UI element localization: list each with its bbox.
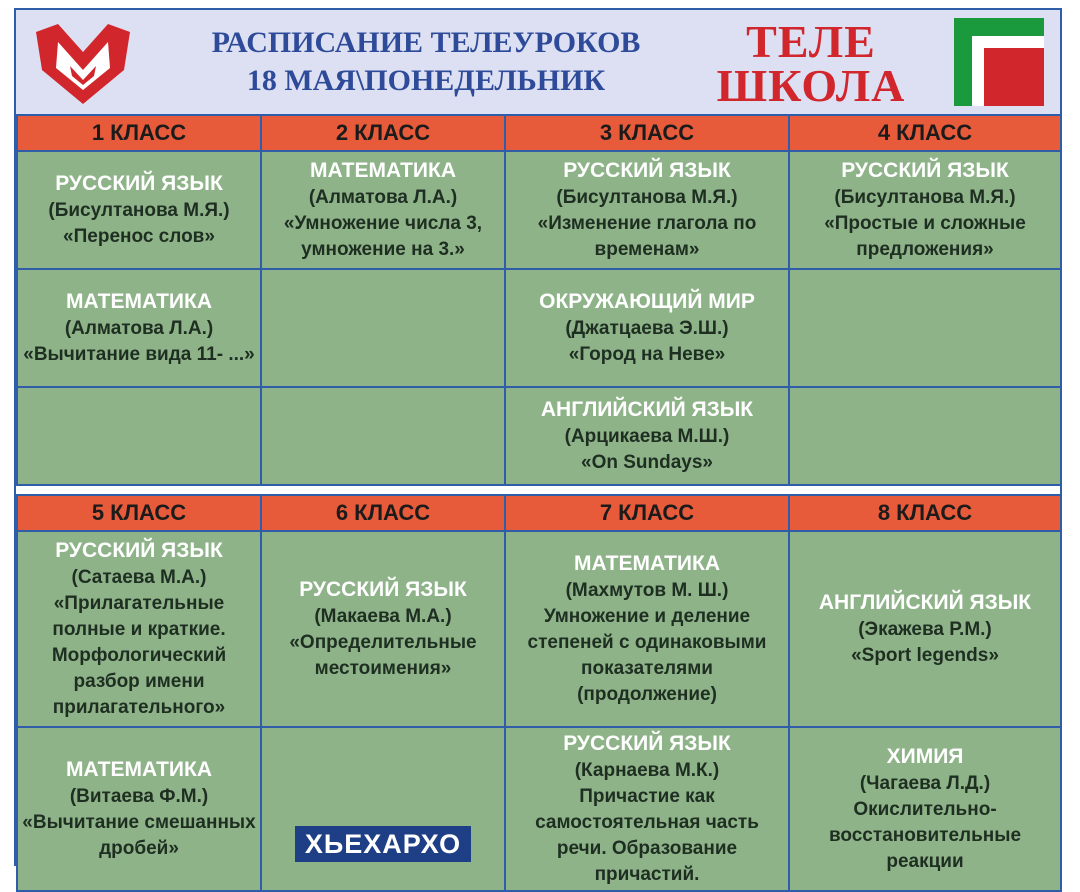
lesson-cell — [505, 531, 789, 727]
subject: РУССКИЙ ЯЗЫК — [563, 732, 731, 755]
chechen-flag-icon — [954, 18, 1044, 106]
lesson-cell — [505, 727, 789, 891]
topic: «Умножение числа 3, умножение на 3.» — [283, 213, 483, 260]
teacher: (Витаева Ф.М.) — [69, 786, 209, 807]
class-header-row — [17, 495, 1061, 531]
lesson-cell — [17, 151, 261, 269]
topic: «Город на Неве» — [568, 344, 726, 365]
page-title — [166, 24, 686, 100]
teacher: (Чагаева Л.Д.) — [859, 773, 991, 794]
topic: «Изменение глагола по временам» — [537, 213, 757, 260]
lesson-cell — [789, 531, 1061, 727]
topic: «On Sundays» — [581, 452, 713, 473]
lesson-cell — [17, 727, 261, 891]
teacher: (Макаева М.А.) — [314, 606, 452, 627]
lesson-cell — [261, 531, 505, 727]
lesson-row — [17, 269, 1061, 387]
topic: «Перенос слов» — [63, 226, 215, 247]
badge-cell — [261, 727, 505, 891]
title-line-2: 18 МАЯ\ПОНЕДЕЛЬНИК — [246, 64, 606, 97]
topic: «Определительные местоимения» — [289, 632, 477, 679]
class-header-3: 3 КЛАСС — [505, 115, 789, 151]
teacher: (Арцикаева М.Ш.) — [564, 426, 730, 447]
subject: МАТЕМАТИКА — [66, 758, 212, 781]
lesson-cell — [789, 151, 1061, 269]
class-header-1: 1 КЛАСС — [17, 115, 261, 151]
subject: МАТЕМАТИКА — [66, 290, 212, 313]
lesson-cell — [789, 727, 1061, 891]
brand-line-1: ТЕЛЕ — [746, 16, 876, 67]
lesson-row — [17, 151, 1061, 269]
lesson-cell — [261, 151, 505, 269]
lesson-row — [17, 531, 1061, 727]
subject: АНГЛИЙСКИЙ ЯЗЫК — [540, 398, 754, 421]
teacher: (Алматова Л.А.) — [308, 187, 458, 208]
topic: Умножение и деление степеней с одинаковыми показателями (продолжение) — [527, 606, 767, 705]
teacher: (Махмутов М. Ш.) — [565, 580, 729, 601]
topic: Окислительно-восстановительные реакции — [828, 799, 1022, 872]
teacher: (Бисултанова М.Я.) — [556, 187, 738, 208]
empty-cell — [17, 387, 261, 485]
subject: АНГЛИЙСКИЙ ЯЗЫК — [818, 591, 1032, 614]
subject: РУССКИЙ ЯЗЫК — [841, 159, 1009, 182]
subject: РУССКИЙ ЯЗЫК — [55, 172, 223, 195]
teacher: (Джатцаева Э.Ш.) — [565, 318, 729, 339]
subject: РУССКИЙ ЯЗЫК — [55, 539, 223, 562]
lesson-cell — [505, 151, 789, 269]
subject: ХИМИЯ — [886, 745, 964, 768]
bottom-schedule-table — [16, 494, 1062, 892]
subject: МАТЕМАТИКА — [310, 159, 456, 182]
class-header-2: 2 КЛАСС — [261, 115, 505, 151]
class-header-8: 8 КЛАСС — [789, 495, 1061, 531]
teacher: (Бисултанова М.Я.) — [834, 187, 1016, 208]
subject: ОКРУЖАЮЩИЙ МИР — [539, 290, 755, 313]
topic: «Вычитание вида 11- ...» — [23, 344, 255, 365]
lesson-row — [17, 387, 1061, 485]
teacher: (Карнаева М.К.) — [574, 760, 720, 781]
lesson-cell — [505, 269, 789, 387]
topic: «Прилагательные полные и краткие. Морфологический разбор имени прилагательного» — [51, 593, 227, 718]
topic: «Sport legends» — [851, 645, 999, 666]
teacher: (Алматова Л.А.) — [64, 318, 214, 339]
teacher: (Экажева Р.М.) — [858, 619, 992, 640]
schedule-poster — [14, 8, 1062, 885]
top-schedule-table — [16, 114, 1062, 486]
class-header-5: 5 КЛАСС — [17, 495, 261, 531]
header — [16, 10, 1060, 114]
title-line-1: РАСПИСАНИЕ ТЕЛЕУРОКОВ — [211, 26, 641, 59]
lesson-cell — [505, 387, 789, 485]
subject: МАТЕМАТИКА — [574, 552, 720, 575]
class-header-4: 4 КЛАСС — [789, 115, 1061, 151]
subject: РУССКИЙ ЯЗЫК — [299, 578, 467, 601]
teacher: (Бисултанова М.Я.) — [48, 200, 230, 221]
class-header-6: 6 КЛАСС — [261, 495, 505, 531]
khekharkho-badge: ХЬЕХАРХО — [295, 826, 471, 862]
empty-cell — [261, 269, 505, 387]
teleschool-brand — [716, 16, 906, 111]
lesson-cell — [17, 269, 261, 387]
topic: «Простые и сложные предложения» — [824, 213, 1026, 260]
topic: Причастие как самостоятельная часть речи. Образование причастий. — [535, 786, 759, 885]
lesson-cell — [17, 531, 261, 727]
empty-cell — [261, 387, 505, 485]
empty-cell — [789, 269, 1061, 387]
brand-line-2: ШКОЛА — [716, 60, 906, 111]
class-header-row — [17, 115, 1061, 151]
subject: РУССКИЙ ЯЗЫК — [563, 159, 731, 182]
lesson-row — [17, 727, 1061, 891]
teacher: (Сатаева М.А.) — [71, 567, 207, 588]
m-shield-logo-icon — [28, 18, 138, 108]
empty-cell — [789, 387, 1061, 485]
class-header-7: 7 КЛАСС — [505, 495, 789, 531]
topic: «Вычитание смешанных дробей» — [22, 812, 256, 859]
